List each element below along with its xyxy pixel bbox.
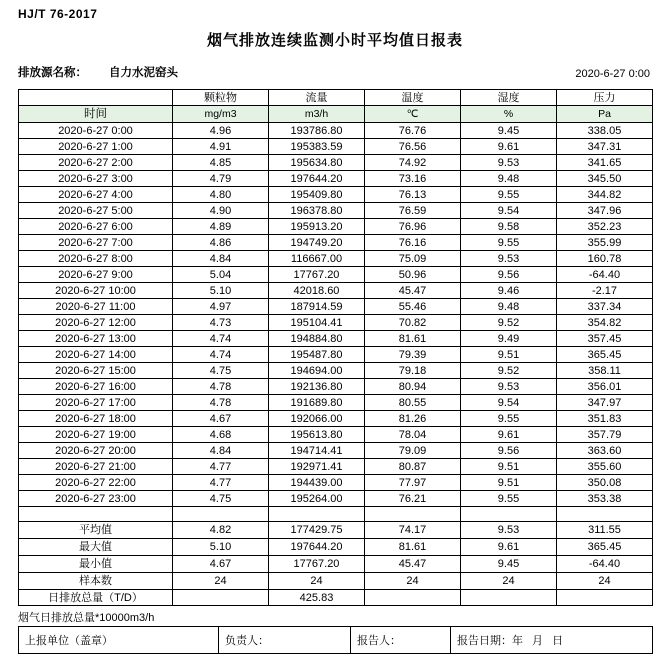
cell-pressure: 356.01 xyxy=(557,379,653,395)
row-time: 2020-6-27 10:00 xyxy=(19,283,173,299)
table-row xyxy=(19,251,653,267)
table-row xyxy=(19,203,653,219)
cell-humidity: 9.48 xyxy=(461,299,557,315)
spacer-row xyxy=(19,507,653,522)
table-row xyxy=(19,299,653,315)
row-time: 2020-6-27 22:00 xyxy=(19,475,173,491)
unit-humidity: % xyxy=(461,106,557,123)
reporter-person-cell: 报告人： xyxy=(351,627,451,654)
cell-particulate: 4.73 xyxy=(173,315,269,331)
cell-pressure: 354.82 xyxy=(557,315,653,331)
table-row xyxy=(19,235,653,251)
row-time: 2020-6-27 11:00 xyxy=(19,299,173,315)
header-blank-cell xyxy=(19,90,173,106)
row-time: 2020-6-27 0:00 xyxy=(19,123,173,139)
cell-flow: 194749.20 xyxy=(269,235,365,251)
cell-humidity: 24 xyxy=(461,573,557,590)
table-row xyxy=(19,363,653,379)
cell-flow: 116667.00 xyxy=(269,251,365,267)
cell-humidity: 9.55 xyxy=(461,491,557,507)
cell-flow: 17767.20 xyxy=(269,267,365,283)
cell-pressure: 338.05 xyxy=(557,123,653,139)
cell-temperature: 76.76 xyxy=(365,123,461,139)
cell-temperature: 81.61 xyxy=(365,539,461,556)
cell-humidity: 9.56 xyxy=(461,443,557,459)
cell-pressure: 365.45 xyxy=(557,347,653,363)
cell-temperature: 24 xyxy=(365,573,461,590)
cell-particulate: 24 xyxy=(173,573,269,590)
cell-particulate: 4.74 xyxy=(173,331,269,347)
column-header-temperature: 温度 xyxy=(365,90,461,106)
cell-humidity: 9.55 xyxy=(461,187,557,203)
cell-particulate: 4.67 xyxy=(173,411,269,427)
spacer-cell xyxy=(173,507,269,522)
cell-pressure: 358.11 xyxy=(557,363,653,379)
table-header-row xyxy=(19,90,653,106)
row-time: 2020-6-27 16:00 xyxy=(19,379,173,395)
cell-temperature: 79.09 xyxy=(365,443,461,459)
cell-temperature: 76.96 xyxy=(365,219,461,235)
cell-flow: 195634.80 xyxy=(269,155,365,171)
table-row xyxy=(19,267,653,283)
unit-flow: m3/h xyxy=(269,106,365,123)
cell-particulate: 4.67 xyxy=(173,556,269,573)
cell-humidity: 9.53 xyxy=(461,522,557,539)
daily-total-value: 425.83 xyxy=(269,590,365,606)
cell-flow: 194694.00 xyxy=(269,363,365,379)
cell-pressure: 350.08 xyxy=(557,475,653,491)
cell-humidity: 9.55 xyxy=(461,411,557,427)
cell-humidity: 9.53 xyxy=(461,251,557,267)
table-row xyxy=(19,443,653,459)
cell-flow: 192066.00 xyxy=(269,411,365,427)
cell-temperature: 55.46 xyxy=(365,299,461,315)
table-row xyxy=(19,379,653,395)
cell-temperature: 70.82 xyxy=(365,315,461,331)
row-time: 2020-6-27 5:00 xyxy=(19,203,173,219)
cell-particulate: 4.84 xyxy=(173,443,269,459)
spacer-cell xyxy=(269,507,365,522)
cell-flow: 42018.60 xyxy=(269,283,365,299)
cell-particulate: 4.96 xyxy=(173,123,269,139)
cell-humidity: 9.54 xyxy=(461,203,557,219)
cell-flow: 24 xyxy=(269,573,365,590)
cell-particulate: 4.90 xyxy=(173,203,269,219)
cell-pressure: 351.83 xyxy=(557,411,653,427)
cell-particulate: 4.84 xyxy=(173,251,269,267)
cell-flow: 195409.80 xyxy=(269,187,365,203)
report-date-cell xyxy=(451,627,653,654)
row-time: 2020-6-27 6:00 xyxy=(19,219,173,235)
cell-temperature: 45.47 xyxy=(365,283,461,299)
cell-pressure: 345.50 xyxy=(557,171,653,187)
table-row xyxy=(19,219,653,235)
cell-flow: 17767.20 xyxy=(269,556,365,573)
cell-pressure: 363.60 xyxy=(557,443,653,459)
spacer-cell xyxy=(557,507,653,522)
cell-humidity: 9.49 xyxy=(461,331,557,347)
cell-flow: 194714.41 xyxy=(269,443,365,459)
cell-flow: 194884.80 xyxy=(269,331,365,347)
cell-particulate: 4.78 xyxy=(173,395,269,411)
cell-particulate: 4.80 xyxy=(173,187,269,203)
cell-pressure: 311.55 xyxy=(557,522,653,539)
cell-flow: 195487.80 xyxy=(269,347,365,363)
cell-humidity: 9.61 xyxy=(461,427,557,443)
column-header-particulate: 颗粒物 xyxy=(173,90,269,106)
cell-temperature: 73.16 xyxy=(365,171,461,187)
cell-temperature: 79.39 xyxy=(365,347,461,363)
cell-temperature: 76.13 xyxy=(365,187,461,203)
summary-label: 样本数 xyxy=(19,573,173,590)
row-time: 2020-6-27 12:00 xyxy=(19,315,173,331)
cell-pressure: -64.40 xyxy=(557,556,653,573)
table-row xyxy=(19,155,653,171)
cell-pressure: 347.31 xyxy=(557,139,653,155)
cell-temperature: 45.47 xyxy=(365,556,461,573)
cell-pressure: 357.79 xyxy=(557,427,653,443)
cell-pressure: 355.99 xyxy=(557,235,653,251)
column-header-flow: 流量 xyxy=(269,90,365,106)
cell-flow: 194439.00 xyxy=(269,475,365,491)
report-date-blank: 年 月 日 xyxy=(512,635,567,647)
cell-flow: 195264.00 xyxy=(269,491,365,507)
cell-flow: 195104.41 xyxy=(269,315,365,331)
cell-particulate: 4.75 xyxy=(173,363,269,379)
cell-temperature: 81.61 xyxy=(365,331,461,347)
table-units-row xyxy=(19,106,653,123)
spacer-cell xyxy=(365,507,461,522)
cell-humidity: 9.61 xyxy=(461,139,557,155)
cell-temperature: 77.97 xyxy=(365,475,461,491)
row-time: 2020-6-27 13:00 xyxy=(19,331,173,347)
cell-particulate: 4.86 xyxy=(173,235,269,251)
summary-label: 平均值 xyxy=(19,522,173,539)
cell-flow: 195613.80 xyxy=(269,427,365,443)
summary-label: 最小值 xyxy=(19,556,173,573)
row-time: 2020-6-27 8:00 xyxy=(19,251,173,267)
cell-flow: 197644.20 xyxy=(269,539,365,556)
table-row xyxy=(19,187,653,203)
table-row xyxy=(19,123,653,139)
table-row xyxy=(19,475,653,491)
row-time: 2020-6-27 14:00 xyxy=(19,347,173,363)
standard-code: HJ/T 76-2017 xyxy=(18,7,98,21)
row-time: 2020-6-27 19:00 xyxy=(19,427,173,443)
cell-pressure: 352.23 xyxy=(557,219,653,235)
cell-particulate: 4.97 xyxy=(173,299,269,315)
cell-pressure: 337.34 xyxy=(557,299,653,315)
report-datetime: 2020-6-27 0:00 xyxy=(575,68,650,80)
cell-humidity: 9.51 xyxy=(461,459,557,475)
cell-flow: 193786.80 xyxy=(269,123,365,139)
cell-pressure: 355.60 xyxy=(557,459,653,475)
table-row xyxy=(19,315,653,331)
daily-total-row xyxy=(19,590,653,606)
source-label: 排放源名称： xyxy=(18,67,87,79)
cell-flow: 192136.80 xyxy=(269,379,365,395)
cell-pressure: 347.97 xyxy=(557,395,653,411)
cell-particulate: 4.75 xyxy=(173,491,269,507)
cell-particulate: 4.79 xyxy=(173,171,269,187)
table-row xyxy=(19,139,653,155)
cell-pressure: 160.78 xyxy=(557,251,653,267)
cell-particulate: 4.68 xyxy=(173,427,269,443)
cell-temperature: 80.87 xyxy=(365,459,461,475)
cell-temperature: 81.26 xyxy=(365,411,461,427)
cell-humidity: 9.53 xyxy=(461,379,557,395)
row-time: 2020-6-27 4:00 xyxy=(19,187,173,203)
row-time: 2020-6-27 21:00 xyxy=(19,459,173,475)
summary-row-minimum xyxy=(19,556,653,573)
source-name: 自力水泥窑头 xyxy=(109,67,178,79)
row-time: 2020-6-27 18:00 xyxy=(19,411,173,427)
table-row xyxy=(19,171,653,187)
cell-humidity: 9.45 xyxy=(461,123,557,139)
cell-humidity: 9.51 xyxy=(461,475,557,491)
table-row xyxy=(19,459,653,475)
spacer-cell xyxy=(19,507,173,522)
cell-humidity: 9.56 xyxy=(461,267,557,283)
cell-temperature: 78.04 xyxy=(365,427,461,443)
row-time: 2020-6-27 23:00 xyxy=(19,491,173,507)
cell-temperature: 76.59 xyxy=(365,203,461,219)
cell-pressure: 357.45 xyxy=(557,331,653,347)
cell-particulate: 4.85 xyxy=(173,155,269,171)
cell-temperature: 50.96 xyxy=(365,267,461,283)
summary-row-maximum xyxy=(19,539,653,556)
cell-particulate: 4.82 xyxy=(173,522,269,539)
cell-particulate: 4.78 xyxy=(173,379,269,395)
row-time: 2020-6-27 2:00 xyxy=(19,155,173,171)
unit-temperature: ℃ xyxy=(365,106,461,123)
cell-particulate: 4.77 xyxy=(173,459,269,475)
emission-data-table xyxy=(18,89,653,606)
cell-temperature: 74.17 xyxy=(365,522,461,539)
unit-pressure: Pa xyxy=(557,106,653,123)
cell-particulate: 4.89 xyxy=(173,219,269,235)
signature-table xyxy=(18,626,653,654)
cell-flow: 196378.80 xyxy=(269,203,365,219)
cell-particulate: 4.74 xyxy=(173,347,269,363)
cell-humidity: 9.55 xyxy=(461,235,557,251)
table-row xyxy=(19,395,653,411)
cell-temperature: 75.09 xyxy=(365,251,461,267)
table-row xyxy=(19,283,653,299)
row-time: 2020-6-27 3:00 xyxy=(19,171,173,187)
cell-pressure: 353.38 xyxy=(557,491,653,507)
responsible-person-cell: 负责人： xyxy=(219,627,351,654)
row-time: 2020-6-27 7:00 xyxy=(19,235,173,251)
cell-pressure: -2.17 xyxy=(557,283,653,299)
cell-humidity: 9.53 xyxy=(461,155,557,171)
table-row xyxy=(19,411,653,427)
cell-flow: 197644.20 xyxy=(269,171,365,187)
page-title: 烟气排放连续监测小时平均值日报表 xyxy=(206,32,463,49)
cell-particulate: 4.77 xyxy=(173,475,269,491)
cell-particulate: 5.10 xyxy=(173,539,269,556)
table-row xyxy=(19,331,653,347)
daily-total-label: 日排放总量（T/D） xyxy=(19,590,173,606)
table-row xyxy=(19,427,653,443)
cell-humidity: 9.51 xyxy=(461,347,557,363)
cell-humidity: 9.48 xyxy=(461,171,557,187)
table-row xyxy=(19,347,653,363)
cell-temperature: 79.18 xyxy=(365,363,461,379)
summary-label: 最大值 xyxy=(19,539,173,556)
cell-particulate: 5.10 xyxy=(173,283,269,299)
cell-temperature: 76.56 xyxy=(365,139,461,155)
cell-humidity: 9.54 xyxy=(461,395,557,411)
cell-flow: 195913.20 xyxy=(269,219,365,235)
footnote: 烟气日排放总量*10000m3/h xyxy=(18,612,155,624)
cell-pressure: 344.82 xyxy=(557,187,653,203)
cell-humidity: 9.52 xyxy=(461,315,557,331)
row-time: 2020-6-27 20:00 xyxy=(19,443,173,459)
cell-flow: 177429.75 xyxy=(269,522,365,539)
cell-flow: 195383.59 xyxy=(269,139,365,155)
reporter-unit-cell: 上报单位（盖章） xyxy=(19,627,219,654)
cell-humidity: 9.61 xyxy=(461,539,557,556)
cell-humidity: 9.52 xyxy=(461,363,557,379)
summary-row-sample-count xyxy=(19,573,653,590)
column-header-pressure: 压力 xyxy=(557,90,653,106)
cell-humidity: 9.58 xyxy=(461,219,557,235)
daily-total-empty-cell xyxy=(557,590,653,606)
cell-temperature: 76.16 xyxy=(365,235,461,251)
summary-row-average xyxy=(19,522,653,539)
cell-pressure: 365.45 xyxy=(557,539,653,556)
row-time: 2020-6-27 15:00 xyxy=(19,363,173,379)
daily-total-empty-cell xyxy=(461,590,557,606)
source-info xyxy=(18,64,178,80)
row-time: 2020-6-27 9:00 xyxy=(19,267,173,283)
signature-row xyxy=(19,627,653,654)
daily-total-empty-cell xyxy=(365,590,461,606)
cell-particulate: 4.91 xyxy=(173,139,269,155)
unit-particulate: mg/m3 xyxy=(173,106,269,123)
cell-particulate: 5.04 xyxy=(173,267,269,283)
report-date-label: 报告日期： xyxy=(457,635,512,647)
meta-row xyxy=(18,64,652,80)
column-header-time: 时间 xyxy=(19,106,173,123)
cell-pressure: 347.96 xyxy=(557,203,653,219)
cell-temperature: 80.94 xyxy=(365,379,461,395)
cell-humidity: 9.45 xyxy=(461,556,557,573)
table-row xyxy=(19,491,653,507)
cell-flow: 192971.41 xyxy=(269,459,365,475)
spacer-cell xyxy=(461,507,557,522)
cell-pressure: 24 xyxy=(557,573,653,590)
row-time: 2020-6-27 1:00 xyxy=(19,139,173,155)
cell-temperature: 80.55 xyxy=(365,395,461,411)
cell-humidity: 9.46 xyxy=(461,283,557,299)
cell-flow: 187914.59 xyxy=(269,299,365,315)
cell-flow: 191689.80 xyxy=(269,395,365,411)
cell-temperature: 76.21 xyxy=(365,491,461,507)
column-header-humidity: 湿度 xyxy=(461,90,557,106)
daily-total-empty-cell xyxy=(173,590,269,606)
cell-temperature: 74.92 xyxy=(365,155,461,171)
row-time: 2020-6-27 17:00 xyxy=(19,395,173,411)
cell-pressure: 341.65 xyxy=(557,155,653,171)
cell-pressure: -64.40 xyxy=(557,267,653,283)
